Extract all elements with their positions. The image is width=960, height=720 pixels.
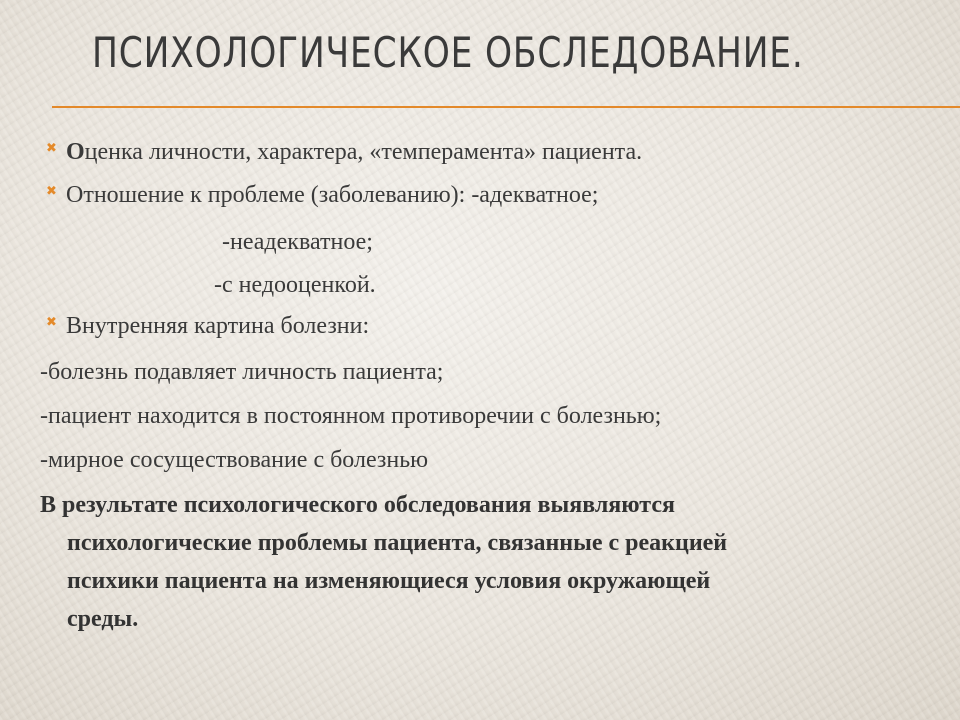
conclusion-paragraph: [40, 486, 940, 638]
list-line: -болезнь подавляет личность пациента;: [40, 359, 444, 385]
bullet-item: [66, 138, 642, 166]
x-mark-icon: ✖: [46, 315, 57, 330]
conclusion-line: В результате психологического обследования выявляются: [40, 492, 676, 518]
list-line: -мирное сосуществование с болезнью: [40, 447, 429, 473]
bullet-lead-letter: О: [66, 139, 85, 165]
conclusion-line: психологические проблемы пациента, связанные с реакцией: [67, 530, 728, 556]
bullet-item: Отношение к проблеме (заболеванию): -адекватное;: [66, 182, 599, 208]
x-mark-icon: ✖: [46, 184, 57, 199]
x-mark-icon: ✖: [46, 141, 57, 156]
slide-title: ПСИХОЛОГИЧЕСКОЕ ОБСЛЕДОВАНИЕ.: [92, 28, 804, 77]
sub-item: -с недооценкой.: [214, 272, 376, 298]
conclusion-line: среды.: [67, 606, 139, 632]
sub-item: -неадекватное;: [222, 229, 373, 255]
list-line: -пациент находится в постоянном противоречии с болезнью;: [40, 403, 662, 429]
conclusion-line: психики пациента на изменяющиеся условия окружающей: [67, 568, 711, 594]
bullet-item: Внутренняя картина болезни:: [66, 313, 370, 339]
bullet-text: ценка личности, характера, «темперамента» пациента.: [84, 139, 643, 165]
